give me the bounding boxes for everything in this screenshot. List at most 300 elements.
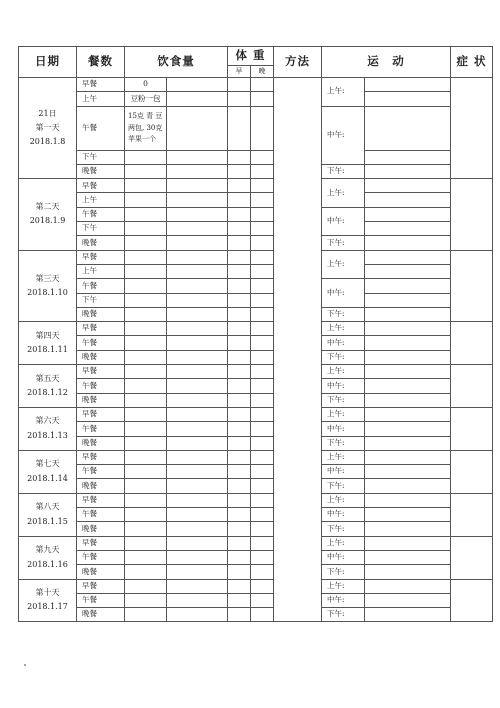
exercise-detail-cell xyxy=(365,250,451,264)
weight-morning-cell xyxy=(228,608,251,622)
intake-extra-cell xyxy=(167,250,228,264)
intake-extra-cell xyxy=(167,106,228,150)
exercise-slot-label: 下午: xyxy=(322,393,365,407)
table-header xyxy=(19,47,493,78)
intake-extra-cell xyxy=(167,522,228,536)
meal-label: 午餐 xyxy=(77,207,125,221)
symptom-cell xyxy=(451,536,493,579)
intake-extra-cell xyxy=(167,293,228,307)
intake-note-line: 15克 青 豆 xyxy=(128,112,163,121)
intake-cell xyxy=(125,164,167,178)
meal-label: 上午 xyxy=(77,92,125,106)
weight-evening-cell xyxy=(251,465,274,479)
exercise-detail-cell xyxy=(365,222,451,236)
table-row xyxy=(19,522,493,536)
meal-label: 午餐 xyxy=(77,550,125,564)
weight-morning-cell xyxy=(228,307,251,321)
intake-extra-cell xyxy=(167,536,228,550)
weight-evening-cell xyxy=(251,322,274,336)
intake-extra-cell xyxy=(167,279,228,293)
exercise-slot-label: 下午: xyxy=(322,164,365,178)
weight-morning-cell xyxy=(228,536,251,550)
intake-extra-cell xyxy=(167,207,228,221)
intake-extra-cell xyxy=(167,393,228,407)
intake-extra-cell xyxy=(167,493,228,507)
meal-label: 晚餐 xyxy=(77,393,125,407)
exercise-detail-cell xyxy=(365,193,451,207)
meal-label: 晚餐 xyxy=(77,479,125,493)
day-date-line: 第十天 xyxy=(35,588,60,598)
weight-evening-cell xyxy=(251,293,274,307)
day-date-line: 2018.1.16 xyxy=(27,559,68,569)
exercise-slot-label: 中午: xyxy=(322,279,365,308)
table-row xyxy=(19,579,493,593)
weight-morning-cell xyxy=(228,550,251,564)
exercise-slot-label: 中午: xyxy=(322,106,365,164)
table-row xyxy=(19,264,493,278)
intake-extra-cell xyxy=(167,350,228,364)
day-date-line: 第三天 xyxy=(35,273,60,283)
weight-morning-cell xyxy=(228,207,251,221)
table-row xyxy=(19,379,493,393)
exercise-slot-label: 上午: xyxy=(322,78,365,107)
meal-label: 早餐 xyxy=(77,493,125,507)
table-body xyxy=(19,78,493,622)
symptom-cell xyxy=(451,493,493,536)
weight-morning-cell xyxy=(228,293,251,307)
exercise-slot-label: 下午: xyxy=(322,479,365,493)
meal-label: 午餐 xyxy=(77,279,125,293)
day-date-line: 2018.1.8 xyxy=(29,137,66,147)
exercise-slot-label: 中午: xyxy=(322,336,365,350)
weight-evening-cell xyxy=(251,522,274,536)
table-row xyxy=(19,365,493,379)
weight-morning-cell xyxy=(228,179,251,193)
exercise-detail-cell xyxy=(365,608,451,622)
table-row xyxy=(19,236,493,250)
exercise-detail-cell xyxy=(365,379,451,393)
exercise-detail-cell xyxy=(365,522,451,536)
intake-extra-cell xyxy=(167,479,228,493)
intake-cell: 0 xyxy=(125,78,167,92)
meal-label: 午餐 xyxy=(77,593,125,607)
header-date: 日期 xyxy=(19,47,77,78)
meal-label: 早餐 xyxy=(77,579,125,593)
meal-label: 午餐 xyxy=(77,106,125,150)
day-date-cell xyxy=(19,250,77,321)
table-row xyxy=(19,493,493,507)
day-date-cell xyxy=(19,450,77,493)
intake-cell xyxy=(125,393,167,407)
meal-label: 晚餐 xyxy=(77,350,125,364)
intake-cell xyxy=(125,593,167,607)
exercise-detail-cell xyxy=(365,293,451,307)
day-date-line: 2018.1.10 xyxy=(27,287,68,297)
meal-label: 午餐 xyxy=(77,508,125,522)
exercise-slot-label: 下午: xyxy=(322,236,365,250)
intake-cell xyxy=(125,422,167,436)
meal-label: 晚餐 xyxy=(77,436,125,450)
weight-evening-cell xyxy=(251,164,274,178)
table-row xyxy=(19,293,493,307)
intake-cell xyxy=(125,222,167,236)
intake-cell xyxy=(125,522,167,536)
weight-evening-cell xyxy=(251,593,274,607)
table-row xyxy=(19,479,493,493)
exercise-slot-label: 中午: xyxy=(322,207,365,236)
exercise-detail-cell xyxy=(365,78,451,92)
weight-morning-cell xyxy=(228,264,251,278)
weight-evening-cell xyxy=(251,536,274,550)
symptom-cell xyxy=(451,250,493,321)
header-weight-evening: 晚 xyxy=(251,66,274,78)
weight-evening-cell xyxy=(251,193,274,207)
exercise-detail-cell xyxy=(365,550,451,564)
weight-morning-cell xyxy=(228,164,251,178)
table-row xyxy=(19,465,493,479)
meal-label: 晚餐 xyxy=(77,307,125,321)
meal-label: 下午 xyxy=(77,150,125,164)
meal-label: 晚餐 xyxy=(77,236,125,250)
intake-cell xyxy=(125,407,167,421)
weight-morning-cell xyxy=(228,593,251,607)
meal-label: 午餐 xyxy=(77,379,125,393)
table-row xyxy=(19,336,493,350)
intake-cell xyxy=(125,365,167,379)
weight-evening-cell xyxy=(251,393,274,407)
symptom-cell xyxy=(451,450,493,493)
table-row xyxy=(19,193,493,207)
exercise-detail-cell xyxy=(365,393,451,407)
exercise-slot-label: 下午: xyxy=(322,565,365,579)
table-row xyxy=(19,179,493,193)
exercise-slot-label: 上午: xyxy=(322,493,365,507)
intake-extra-cell xyxy=(167,465,228,479)
meal-label: 早餐 xyxy=(77,536,125,550)
weight-morning-cell xyxy=(228,350,251,364)
intake-extra-cell xyxy=(167,565,228,579)
exercise-slot-label: 下午: xyxy=(322,522,365,536)
intake-extra-cell xyxy=(167,593,228,607)
weight-morning-cell xyxy=(228,379,251,393)
day-date-line: 第二天 xyxy=(35,202,60,212)
weight-evening-cell xyxy=(251,92,274,106)
weight-evening-cell xyxy=(251,106,274,150)
table-row xyxy=(19,550,493,564)
method-cell xyxy=(274,78,322,622)
exercise-slot-label: 上午: xyxy=(322,322,365,336)
exercise-detail-cell xyxy=(365,106,451,150)
day-date-line: 第四天 xyxy=(35,330,60,340)
table-row xyxy=(19,78,493,92)
exercise-detail-cell xyxy=(365,565,451,579)
weight-evening-cell xyxy=(251,350,274,364)
weight-morning-cell xyxy=(228,365,251,379)
weight-evening-cell xyxy=(251,579,274,593)
day-date-cell xyxy=(19,322,77,365)
exercise-detail-cell xyxy=(365,365,451,379)
intake-cell xyxy=(125,565,167,579)
meal-label: 午餐 xyxy=(77,465,125,479)
day-date-cell xyxy=(19,536,77,579)
header-meal: 餐数 xyxy=(77,47,125,78)
symptom-cell xyxy=(451,78,493,179)
weight-morning-cell xyxy=(228,422,251,436)
day-date-line: 第七天 xyxy=(35,459,60,469)
weight-evening-cell xyxy=(251,407,274,421)
day-date-line: 第九天 xyxy=(35,545,60,555)
exercise-detail-cell xyxy=(365,465,451,479)
weight-morning-cell xyxy=(228,436,251,450)
intake-note-line: 两包, 30克 xyxy=(128,123,163,132)
meal-label: 下午 xyxy=(77,293,125,307)
intake-cell xyxy=(125,307,167,321)
meal-label: 晚餐 xyxy=(77,522,125,536)
meal-label: 晚餐 xyxy=(77,565,125,579)
exercise-detail-cell xyxy=(365,407,451,421)
exercise-slot-label: 上午: xyxy=(322,407,365,421)
exercise-detail-cell xyxy=(365,493,451,507)
intake-cell xyxy=(125,379,167,393)
exercise-detail-cell xyxy=(365,322,451,336)
weight-evening-cell xyxy=(251,78,274,92)
intake-cell: 豆粉一包 xyxy=(125,92,167,106)
header-symptom: 症 状 xyxy=(451,47,493,78)
symptom-cell xyxy=(451,179,493,250)
day-date-line: 2018.1.14 xyxy=(27,473,68,483)
day-date-line: 2018.1.12 xyxy=(27,387,68,397)
weight-evening-cell xyxy=(251,450,274,464)
weight-evening-cell xyxy=(251,608,274,622)
intake-cell xyxy=(125,336,167,350)
day-date-line: 2018.1.9 xyxy=(29,216,66,226)
symptom-cell xyxy=(451,322,493,365)
weight-evening-cell xyxy=(251,222,274,236)
intake-extra-cell xyxy=(167,579,228,593)
table-row xyxy=(19,250,493,264)
meal-label: 上午 xyxy=(77,264,125,278)
weight-morning-cell xyxy=(228,493,251,507)
intake-cell xyxy=(125,250,167,264)
weight-morning-cell xyxy=(228,150,251,164)
day-date-cell xyxy=(19,579,77,622)
table-row xyxy=(19,608,493,622)
weight-evening-cell xyxy=(251,550,274,564)
exercise-detail-cell xyxy=(365,150,451,164)
weight-evening-cell xyxy=(251,336,274,350)
intake-extra-cell xyxy=(167,422,228,436)
weight-morning-cell xyxy=(228,336,251,350)
intake-cell xyxy=(125,264,167,278)
intake-cell xyxy=(125,236,167,250)
intake-cell xyxy=(125,279,167,293)
weight-evening-cell xyxy=(251,307,274,321)
exercise-detail-cell xyxy=(365,92,451,106)
weight-evening-cell xyxy=(251,379,274,393)
weight-evening-cell xyxy=(251,236,274,250)
header-method: 方法 xyxy=(274,47,322,78)
table-row xyxy=(19,222,493,236)
weight-evening-cell xyxy=(251,422,274,436)
intake-extra-cell xyxy=(167,193,228,207)
exercise-detail-cell xyxy=(365,279,451,293)
symptom-cell xyxy=(451,407,493,450)
exercise-slot-label: 下午: xyxy=(322,608,365,622)
intake-cell xyxy=(125,179,167,193)
table-row xyxy=(19,565,493,579)
table-row xyxy=(19,436,493,450)
weight-evening-cell xyxy=(251,207,274,221)
exercise-slot-label: 下午: xyxy=(322,436,365,450)
weight-morning-cell xyxy=(228,450,251,464)
exercise-detail-cell xyxy=(365,179,451,193)
intake-cell xyxy=(125,608,167,622)
intake-extra-cell xyxy=(167,78,228,92)
table-row xyxy=(19,536,493,550)
stray-dot xyxy=(24,664,26,666)
intake-extra-cell xyxy=(167,508,228,522)
intake-extra-cell xyxy=(167,407,228,421)
weight-morning-cell xyxy=(228,407,251,421)
weight-evening-cell xyxy=(251,250,274,264)
table-row xyxy=(19,106,493,150)
weight-morning-cell xyxy=(228,193,251,207)
weight-morning-cell xyxy=(228,565,251,579)
exercise-detail-cell xyxy=(365,422,451,436)
intake-cell xyxy=(125,436,167,450)
exercise-slot-label: 上午: xyxy=(322,179,365,208)
weight-evening-cell xyxy=(251,365,274,379)
meal-label: 午餐 xyxy=(77,422,125,436)
table-row xyxy=(19,164,493,178)
intake-cell xyxy=(125,193,167,207)
exercise-detail-cell xyxy=(365,479,451,493)
weight-morning-cell xyxy=(228,236,251,250)
exercise-slot-label: 上午: xyxy=(322,365,365,379)
intake-cell xyxy=(125,450,167,464)
intake-extra-cell xyxy=(167,322,228,336)
intake-extra-cell xyxy=(167,264,228,278)
exercise-detail-cell xyxy=(365,436,451,450)
weight-evening-cell xyxy=(251,479,274,493)
intake-cell xyxy=(125,536,167,550)
day-date-line: 第六天 xyxy=(35,416,60,426)
day-date-line: 2018.1.11 xyxy=(27,345,68,355)
intake-extra-cell xyxy=(167,164,228,178)
header-exercise: 运 动 xyxy=(322,47,451,78)
weight-morning-cell xyxy=(228,92,251,106)
weight-morning-cell xyxy=(228,279,251,293)
weight-morning-cell xyxy=(228,250,251,264)
meal-label: 早餐 xyxy=(77,179,125,193)
meal-label: 早餐 xyxy=(77,250,125,264)
day-date-line: 第一天 xyxy=(35,122,60,132)
day-date-cell xyxy=(19,407,77,450)
exercise-detail-cell xyxy=(365,264,451,278)
exercise-slot-label: 上午: xyxy=(322,250,365,279)
intake-extra-cell xyxy=(167,150,228,164)
meal-label: 早餐 xyxy=(77,78,125,92)
exercise-slot-label: 中午: xyxy=(322,593,365,607)
intake-extra-cell xyxy=(167,379,228,393)
table-row xyxy=(19,92,493,106)
exercise-detail-cell xyxy=(365,350,451,364)
weight-evening-cell xyxy=(251,565,274,579)
exercise-slot-label: 上午: xyxy=(322,579,365,593)
meal-label: 午餐 xyxy=(77,336,125,350)
intake-extra-cell xyxy=(167,608,228,622)
intake-cell xyxy=(125,579,167,593)
intake-extra-cell xyxy=(167,436,228,450)
intake-cell xyxy=(125,479,167,493)
day-date-line: 2018.1.15 xyxy=(27,516,68,526)
exercise-detail-cell xyxy=(365,207,451,221)
meal-label: 上午 xyxy=(77,193,125,207)
exercise-detail-cell xyxy=(365,236,451,250)
table-row xyxy=(19,593,493,607)
weight-morning-cell xyxy=(228,465,251,479)
weight-morning-cell xyxy=(228,393,251,407)
day-date-cell xyxy=(19,78,77,179)
symptom-cell xyxy=(451,579,493,622)
table-row xyxy=(19,207,493,221)
day-date-cell xyxy=(19,493,77,536)
exercise-slot-label: 中午: xyxy=(322,508,365,522)
weight-morning-cell xyxy=(228,222,251,236)
table-row xyxy=(19,150,493,164)
table-row xyxy=(19,450,493,464)
exercise-detail-cell xyxy=(365,164,451,178)
table-row xyxy=(19,422,493,436)
intake-cell xyxy=(125,508,167,522)
exercise-detail-cell xyxy=(365,579,451,593)
weight-evening-cell xyxy=(251,279,274,293)
exercise-slot-label: 中午: xyxy=(322,422,365,436)
intake-cell xyxy=(125,550,167,564)
weight-morning-cell xyxy=(228,508,251,522)
weight-morning-cell xyxy=(228,106,251,150)
exercise-slot-label: 中午: xyxy=(322,465,365,479)
diet-log-table xyxy=(18,46,493,622)
weight-morning-cell xyxy=(228,322,251,336)
intake-cell xyxy=(125,350,167,364)
day-date-line: 第八天 xyxy=(35,502,60,512)
meal-label: 早餐 xyxy=(77,365,125,379)
symptom-cell xyxy=(451,365,493,408)
exercise-detail-cell xyxy=(365,450,451,464)
day-date-line: 2018.1.13 xyxy=(27,430,68,440)
meal-label: 晚餐 xyxy=(77,164,125,178)
intake-extra-cell xyxy=(167,365,228,379)
day-date-cell xyxy=(19,365,77,408)
weight-morning-cell xyxy=(228,479,251,493)
exercise-detail-cell xyxy=(365,593,451,607)
intake-extra-cell xyxy=(167,336,228,350)
table-row xyxy=(19,393,493,407)
intake-extra-cell xyxy=(167,450,228,464)
weight-evening-cell xyxy=(251,179,274,193)
exercise-slot-label: 中午: xyxy=(322,379,365,393)
intake-cell xyxy=(125,322,167,336)
intake-extra-cell xyxy=(167,222,228,236)
header-intake: 饮食量 xyxy=(125,47,228,78)
weight-morning-cell xyxy=(228,522,251,536)
intake-extra-cell xyxy=(167,236,228,250)
meal-label: 早餐 xyxy=(77,322,125,336)
weight-morning-cell xyxy=(228,78,251,92)
table-row xyxy=(19,508,493,522)
day-date-line: 21日 xyxy=(38,108,57,118)
